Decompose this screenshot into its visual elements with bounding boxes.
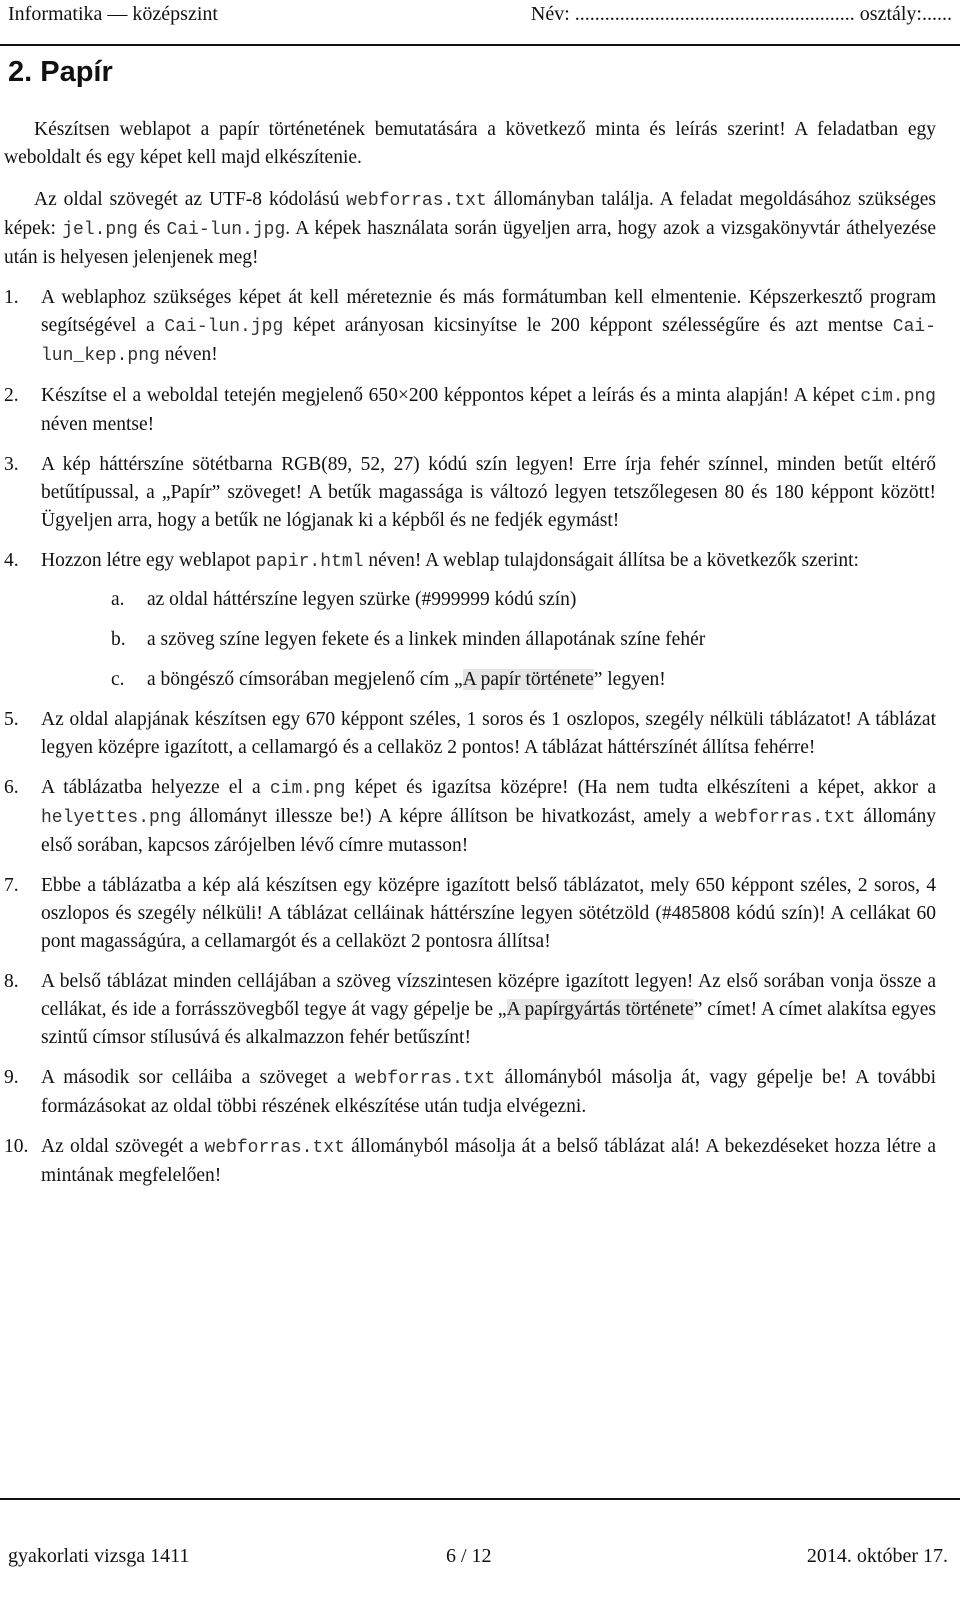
footer-page-number: 6 / 12 — [446, 1545, 492, 1567]
text-span: Hozzon létre egy weblapot — [41, 550, 256, 571]
filename: cim.png — [860, 387, 936, 407]
intro-paragraph-2 — [4, 186, 936, 272]
text-span: képet arányosan kicsinyítse le 200 képpont szélességűre és azt mentse — [283, 315, 893, 336]
task-number: 10. — [4, 1136, 29, 1157]
filename: Cai-lun.jpg — [164, 317, 284, 337]
task-3 — [4, 451, 936, 535]
text-span: A belső táblázat minden cellájában a szöveg vízszintesen középre igazított legyen! Az első sorában vonja össze a cellákat, és ide a forrásszövegből tegye át vagy gépelje be „ — [41, 971, 936, 1020]
task-number: 3. — [4, 454, 19, 475]
sub-item-a — [111, 586, 936, 614]
page-title: 2. Papír — [8, 56, 113, 88]
text-span: állomány első sorában, kapcsos zárójelben lévő címre mutasson! — [41, 806, 936, 856]
text-span: Az oldal alapjának készítsen egy 670 képpont széles, 1 soros és 1 oszlopos, szegély nélküli táblázatot! A táblázat legyen középre igazított, a cellamargó és a cellaköz 2 pontos! A táblázat háttérszínét állítsa fehérre! — [41, 709, 936, 758]
page-header — [0, 0, 960, 36]
intro-paragraph-1: Készítsen weblapot a papír történetének bemutatására a következő minta és leírás szerint! A feladatban egy weboldalt és egy képet kell majd elkészítenie. — [4, 119, 936, 168]
footer-exam-id: gyakorlati vizsga 1411 — [8, 1545, 190, 1567]
text-span: . A képek használata során ügyeljen arra, hogy azok a vizsgakönyvtár áthelyezése után is helyesen jelenjenek meg! — [4, 218, 937, 268]
document-body — [4, 116, 936, 1202]
filename: helyettes.png — [41, 808, 182, 828]
task-number: 9. — [4, 1067, 19, 1088]
sub-item-b — [111, 626, 936, 654]
text-span: A weblaphoz szükséges képet át kell méreteznie és más formátumban kell elmentenie. Képszerkesztő program segítségével a — [41, 287, 936, 336]
text-span: állományból másolja át a belső táblázat alá! A bekezdéseket hozza létre a mintának megfelelően! — [41, 1136, 936, 1186]
filename: Cai-lun_kep.png — [41, 317, 936, 366]
text-span: állományból másolja át, vagy gépelje be! A további formázásokat az oldal többi részének elkészítése után tudja elvégezni. — [41, 1067, 937, 1117]
task-number: 6. — [4, 777, 19, 798]
text-span: néven! — [159, 344, 218, 365]
task-number: 2. — [4, 385, 19, 406]
highlighted-title: A papír története — [462, 669, 594, 690]
text-span: és — [137, 218, 167, 239]
text-span: a szöveg színe legyen fekete és a linkek minden állapotának színe fehér — [147, 629, 706, 650]
filename: webforras.txt — [204, 1138, 345, 1158]
task-10 — [4, 1133, 936, 1190]
filename: webforras.txt — [346, 191, 487, 211]
text-span: Az oldal szövegét az UTF-8 kódolású — [34, 189, 347, 210]
text-span: Az oldal szövegét a — [41, 1136, 205, 1157]
task-number: 4. — [4, 550, 19, 571]
text-span: képet és igazítsa középre! (Ha nem tudta elkészíteni a képet, akkor a — [345, 777, 936, 798]
page-footer — [0, 1545, 960, 1575]
text-span: Készítse el a weboldal tetején megjelenő 650×200 képpontos képet a leírás és a minta alapján! A képet — [41, 385, 861, 406]
header-name-field: Név: ........................................................ osztály:...... — [530, 3, 952, 25]
text-span: A második sor celláiba a szöveget a — [41, 1067, 355, 1088]
task-7 — [4, 872, 936, 956]
text-span: állományt illessze be!) A képre állítson be hivatkozást, amely a — [181, 806, 716, 827]
highlighted-title: A papírgyártás története — [506, 999, 694, 1020]
text-span: néven! A weblap tulajdonságait állítsa be a következők szerint: — [363, 550, 859, 571]
text-span: néven mentse! — [41, 414, 155, 435]
task-5 — [4, 706, 936, 762]
sub-item-letter: c. — [111, 669, 125, 690]
text-span: ” címet! A címet alakítsa egyes szintű címsor stílusúvá és alkalmazzon fehér betűszínt! — [41, 999, 936, 1048]
text-span: A táblázatba helyezze el a — [41, 777, 270, 798]
text-span: ” legyen! — [593, 669, 666, 690]
filename: cim.png — [269, 779, 346, 799]
header-subject: Informatika — középszint — [8, 3, 218, 25]
filename: Cai-lun.jpg — [166, 220, 286, 240]
task-1 — [4, 284, 936, 370]
text-span: állományban találja. A feladat megoldásához szükséges képek: — [4, 189, 936, 239]
sub-item-c — [111, 666, 936, 694]
text-span: A kép háttérszíne sötétbarna RGB(89, 52, 27) kódú szín legyen! Erre írja fehér színnel, minden betűt eltérő betűtípussal, a „Papír” szöveget! A betűk magassága is változó legyen tetszőlegesen 80 és 180 képpont között! Ügyeljen arra, hogy a betűk ne lógjanak ki a képből és ne fedjék egymást! — [41, 454, 936, 531]
task-number: 1. — [4, 287, 19, 308]
text-span: Ebbe a táblázatba a kép alá készítsen egy középre igazított belső táblázatot, mely 650 képpont széles, 2 soros, 4 oszlopos és szegély nélküli! A táblázat celláinak háttérszíne legyen sötétzöld (#485808 kódú szín)! A cellákat 60 pont magasságúra, a cellamargót és a cellaközt 2 pontosra állítsa! — [41, 875, 936, 952]
sub-item-letter: a. — [111, 589, 125, 610]
filename: jel.png — [62, 220, 138, 240]
text-span: az oldal háttérszíne legyen szürke (#999999 kódú szín) — [147, 589, 577, 610]
sub-item-letter: b. — [111, 629, 126, 650]
filename: webforras.txt — [715, 808, 856, 828]
footer-divider — [0, 1498, 960, 1500]
task-number: 7. — [4, 875, 19, 896]
task-9 — [4, 1064, 936, 1121]
task-6 — [4, 774, 936, 860]
task-2 — [4, 382, 936, 439]
task-list — [4, 284, 936, 1190]
header-divider — [0, 44, 960, 46]
task-4 — [4, 547, 936, 694]
task-number: 8. — [4, 971, 19, 992]
task-8 — [4, 968, 936, 1052]
sub-list — [111, 586, 936, 694]
task-number: 5. — [4, 709, 19, 730]
text-span: a böngésző címsorában megjelenő cím „ — [147, 669, 463, 690]
intro — [4, 116, 936, 272]
filename: papir.html — [255, 552, 364, 572]
footer-date: 2014. október 17. — [806, 1545, 948, 1567]
filename: webforras.txt — [354, 1069, 496, 1089]
